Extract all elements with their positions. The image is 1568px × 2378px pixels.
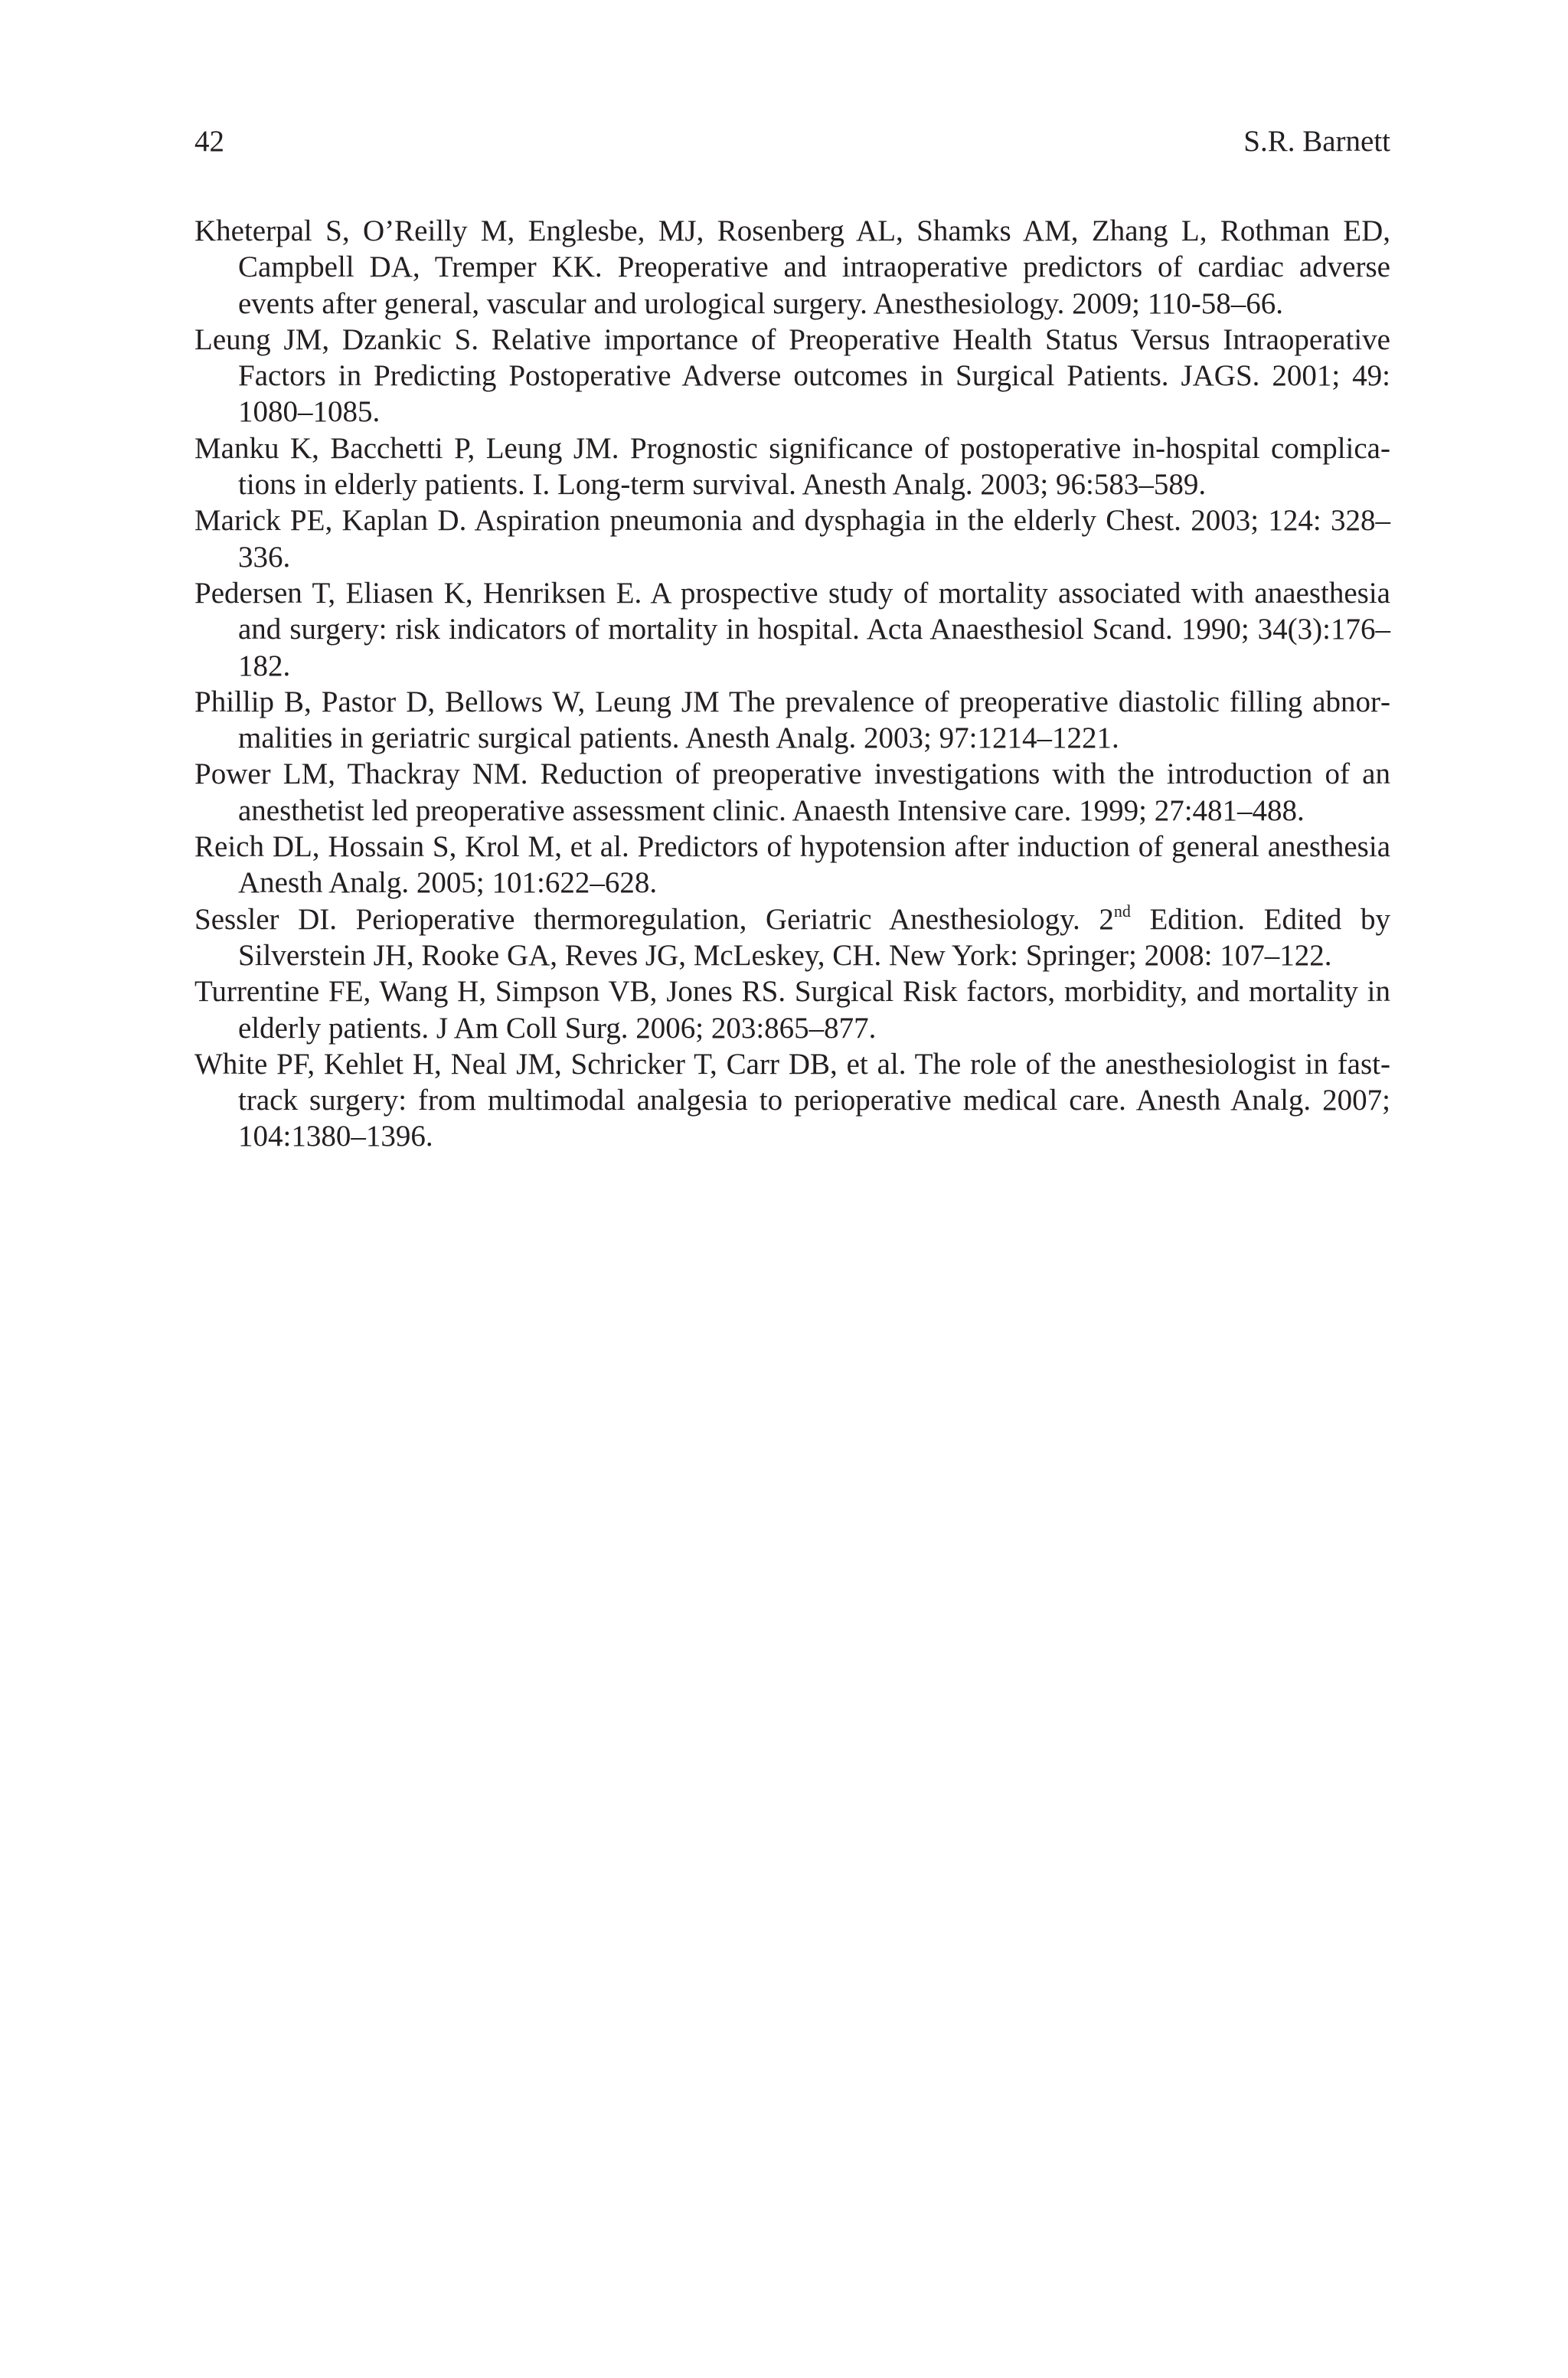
reference-reich-2005: Reich DL, Hossain S, Krol M, et al. Predictors of hypotension after induction of general anesthesia Anesth Analg. 2005; 101:622–628. <box>194 830 1390 900</box>
reference-sessler-superscript: nd <box>1113 901 1131 921</box>
reference-pedersen-1990: Pedersen T, Eliasen K, Henriksen E. A prospective study of mortality associated with anaesthesia and surgery: risk indicators of mortality in hospital. Acta Anaesthesiol Scand. 1990; 34(3):176–182. <box>194 576 1390 682</box>
reference-turrentine-2006: Turrentine FE, Wang H, Simpson VB, Jones RS. Surgical Risk factors, morbidity, and mortality in elderly patients. J Am Coll Surg. 2006; 203:865–877. <box>194 975 1390 1045</box>
reference-phillip-2003: Phillip B, Pastor D, Bellows W, Leung JM The prevalence of preoperative diastolic filling abnormalities in geriatric surgical patients. Anesth Analg. 2003; 97:1214–1221. <box>194 685 1390 755</box>
reference-sessler-text-after: Edition. Edited by Silverstein JH, Rooke GA, Reves JG, McLeskey, CH. New York: Springer; 2008: 107–122. <box>238 902 1391 972</box>
page-header <box>194 123 1390 161</box>
reference-list <box>194 213 1390 1155</box>
reference-power-1999: Power LM, Thackray NM. Reduction of preoperative investigations with the introduction of an anesthetist led preoperative assessment clinic. Anaesth Intensive care. 1999; 27:481–488. <box>194 757 1390 827</box>
reference-manku-2003: Manku K, Bacchetti P, Leung JM. Prognostic significance of postoperative in-hospital complications in elderly patients. I. Long-term survival. Anesth Analg. 2003; 96:583–589. <box>194 431 1390 502</box>
page-number: 42 <box>194 125 224 158</box>
reference-leung-2001: Leung JM, Dzankic S. Relative importance of Preoperative Health Status Versus Intraoperative Factors in Predicting Postoperative Adverse outcomes in Surgical Patients. JAGS. 2001; 49: 1080–1085. <box>194 322 1390 429</box>
reference-sessler-text-before: Sessler DI. Perioperative thermoregulation, Geriatric Anesthesiology. 2 <box>194 902 1114 936</box>
reference-kheterpal-2009: Kheterpal S, O’Reilly M, Englesbe, MJ, Rosenberg AL, Shamks AM, Zhang L, Rothman ED, Campbell DA, Tremper KK. Preoperative and intraoperative predictors of cardiac adverse events after general, vascular and urological surgery. Anesthesiology. 2009; 110-58–66. <box>194 214 1390 320</box>
running-head: S.R. Barnett <box>1243 125 1390 158</box>
reference-sessler-2008 <box>194 901 1390 974</box>
reference-marick-2003: Marick PE, Kaplan D. Aspiration pneumonia and dysphagia in the elderly Chest. 2003; 124: 328–336. <box>194 504 1390 574</box>
reference-white-2007: White PF, Kehlet H, Neal JM, Schricker T, Carr DB, et al. The role of the anesthesiologist in fast-track surgery: from multimodal analgesia to perioperative medical care. Anesth Analg. 2007; 104:1380–1396. <box>194 1047 1390 1153</box>
